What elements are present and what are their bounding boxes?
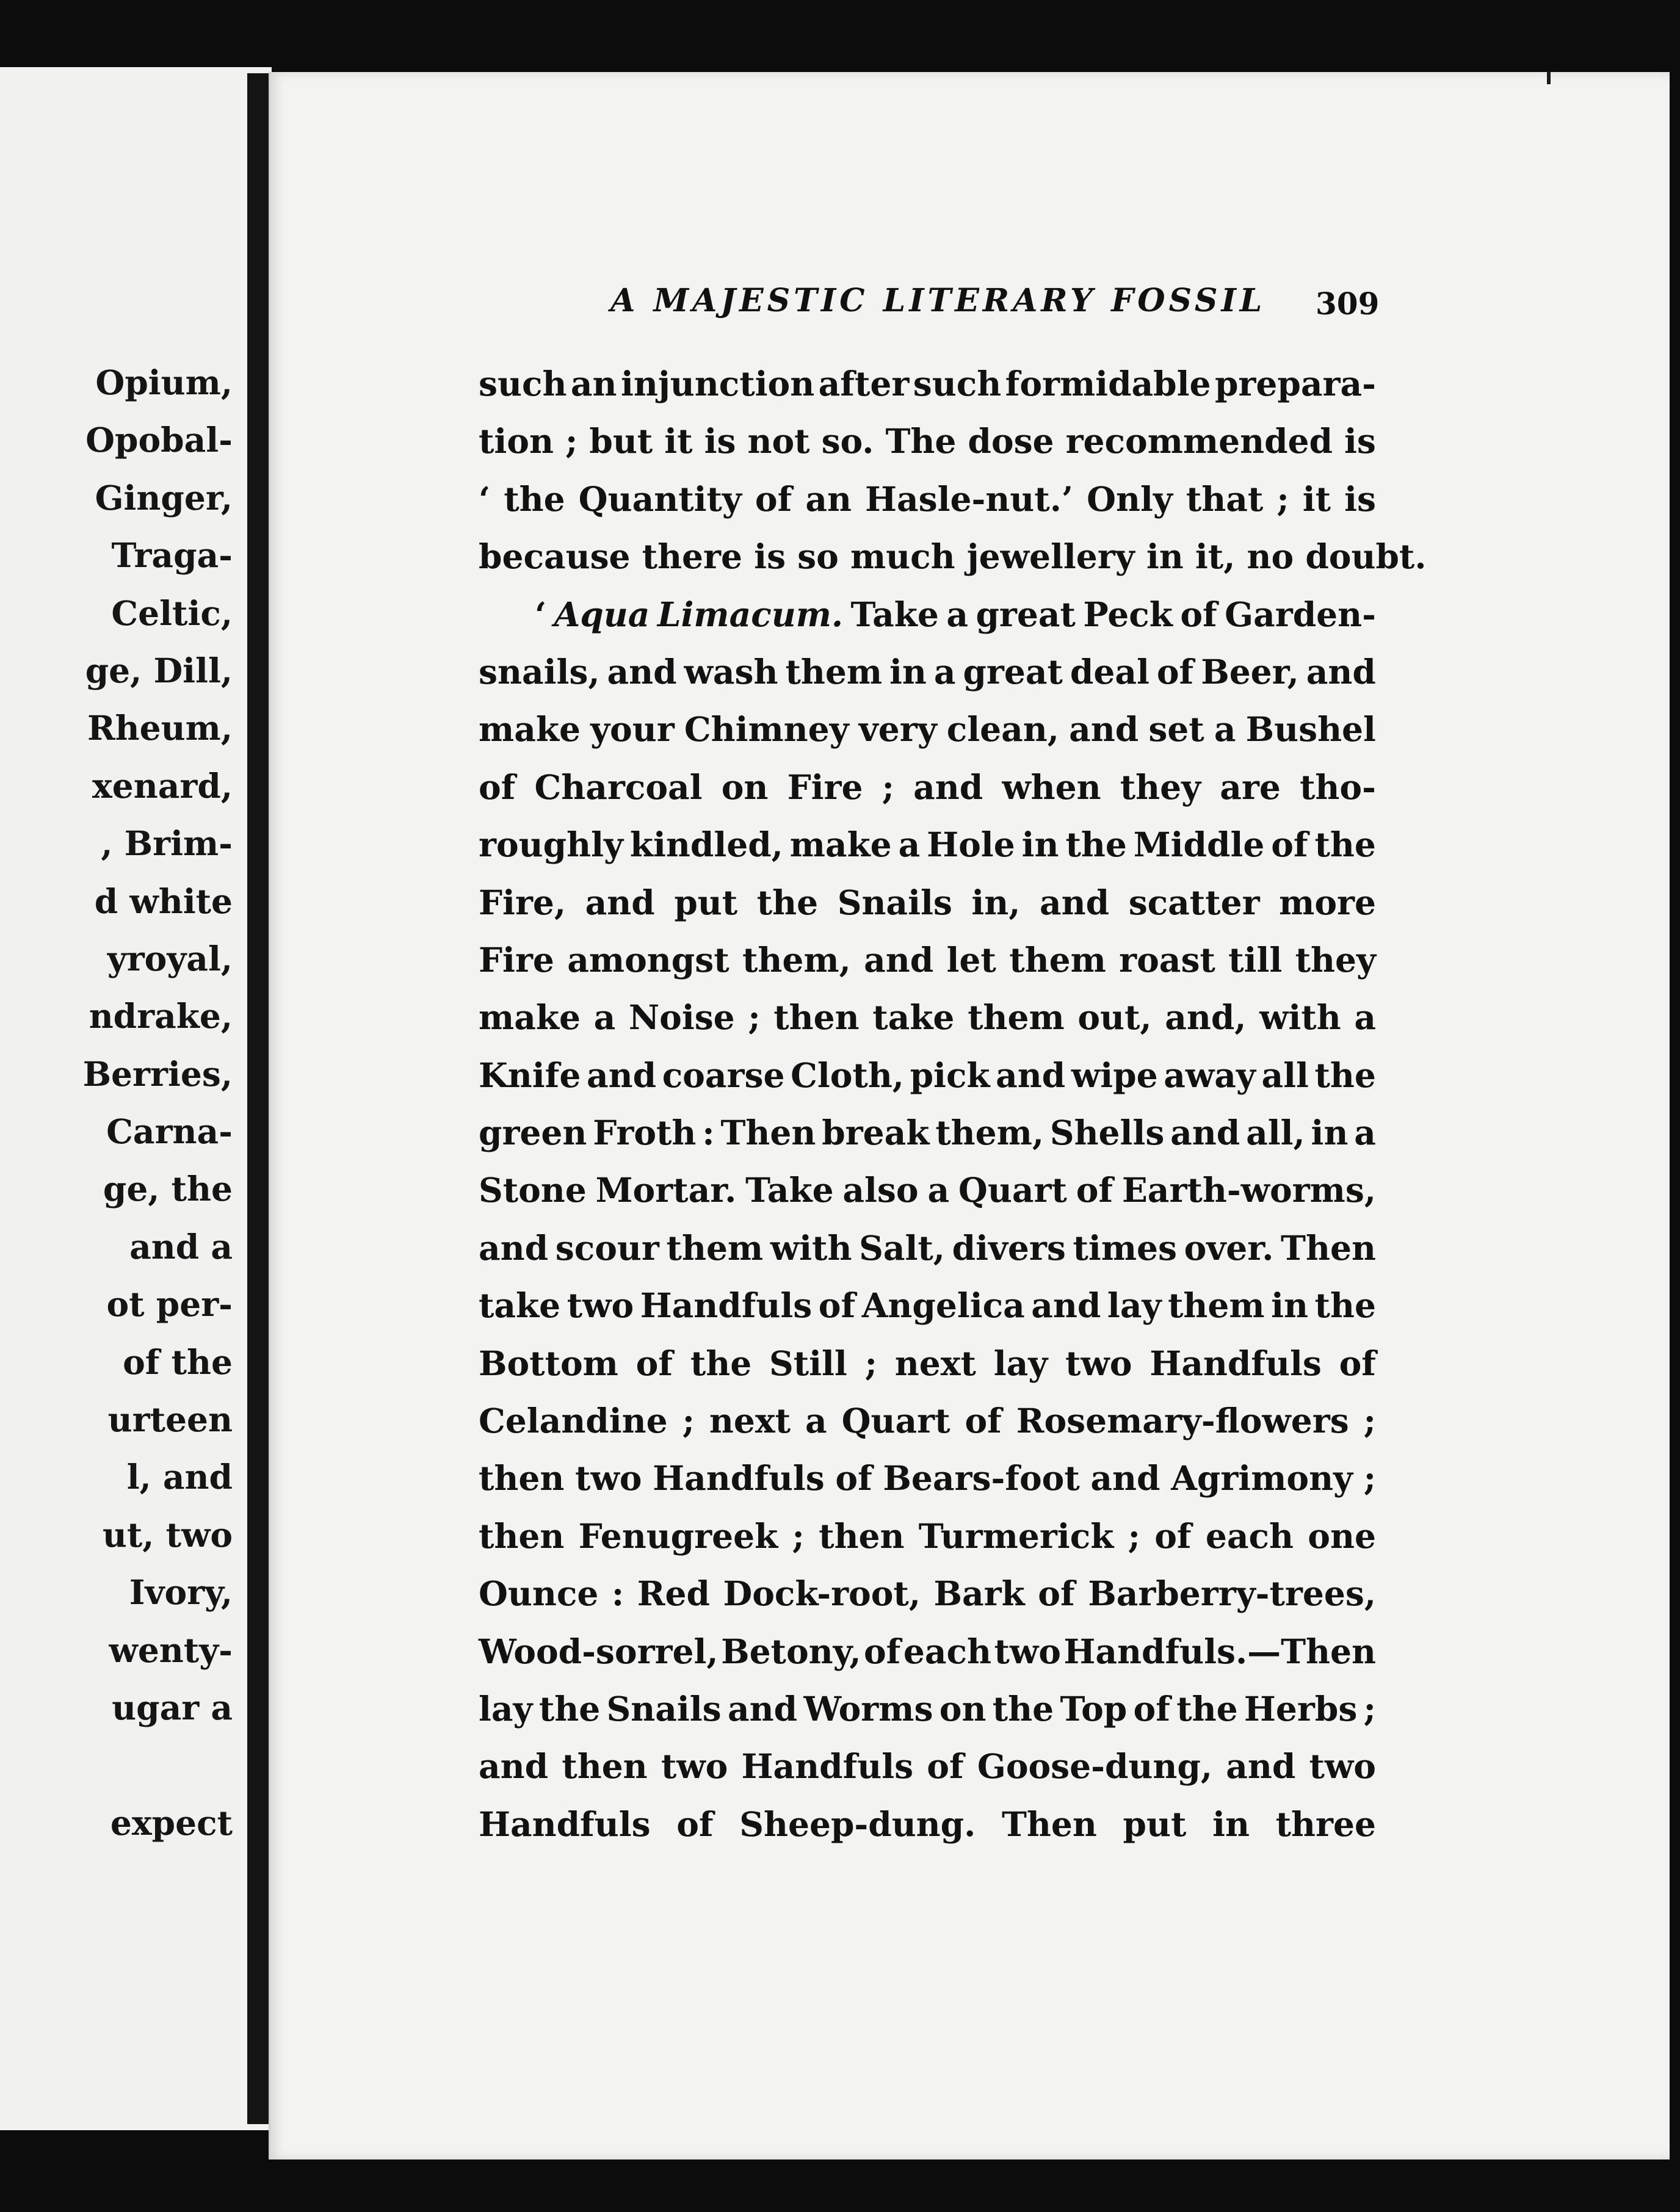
word: next — [709, 1401, 791, 1441]
left-page-line: ndrake, — [89, 996, 233, 1036]
word: such — [913, 364, 1002, 403]
word: ; — [864, 1343, 877, 1383]
word: in — [1271, 1285, 1308, 1326]
word: Chimney — [684, 709, 849, 750]
word: a — [1214, 709, 1236, 750]
word: Red — [637, 1574, 710, 1614]
word: scour — [555, 1227, 659, 1268]
word: put — [1123, 1804, 1187, 1844]
word: when — [1002, 767, 1101, 807]
left-page-line: Opobal- — [85, 420, 233, 460]
word: the — [992, 1688, 1054, 1729]
text-line — [479, 816, 1376, 873]
left-page-line: ot per- — [106, 1284, 233, 1325]
word: and — [1306, 651, 1376, 692]
word: lay — [1107, 1285, 1162, 1326]
word: Limacum. — [657, 594, 844, 634]
word: two — [994, 1631, 1061, 1671]
word: ; — [792, 1516, 805, 1556]
text-line — [479, 701, 1376, 758]
word: the — [504, 479, 565, 519]
word: of — [676, 1804, 714, 1844]
word: Then — [720, 1113, 816, 1153]
word: the — [690, 1343, 752, 1383]
left-page-line: Traga- — [111, 535, 233, 576]
word: and, — [1165, 997, 1247, 1038]
word: Fire — [787, 767, 863, 807]
word: an — [570, 364, 617, 403]
text-line — [479, 989, 1376, 1046]
left-page-line: , Brim- — [101, 823, 233, 864]
word: ; — [748, 997, 761, 1038]
word: and — [1170, 1113, 1240, 1153]
word: it — [664, 421, 693, 461]
word: Hasle-nut.’ — [865, 479, 1073, 519]
running-head: A MAJESTIC LITERARY FOSSIL — [610, 282, 1266, 319]
word: Sheep-dung. — [739, 1804, 976, 1844]
word: take — [872, 997, 955, 1038]
word: away — [1164, 1055, 1256, 1095]
word: of — [479, 767, 516, 807]
word: and — [1090, 1458, 1160, 1498]
word: great — [976, 594, 1076, 634]
word: Hole — [927, 825, 1015, 865]
word: and — [479, 1746, 549, 1787]
word: Handfuls — [640, 1285, 813, 1326]
text-line — [479, 874, 1376, 931]
word: Only — [1087, 479, 1173, 519]
text-line — [479, 1508, 1376, 1565]
word: Earth-worms, — [1121, 1170, 1376, 1210]
word: green — [479, 1113, 587, 1153]
word: Bushel — [1245, 709, 1376, 750]
word: over. — [1184, 1227, 1274, 1268]
word: Snails — [837, 882, 952, 922]
word: ; — [1363, 1401, 1376, 1441]
word: Angelica — [861, 1285, 1025, 1326]
left-page-line: and a — [129, 1226, 233, 1267]
word: Snails — [606, 1688, 722, 1729]
left-page-line: d white — [94, 881, 233, 921]
word: make — [789, 825, 892, 865]
word: Take — [745, 1170, 834, 1210]
scan-edge-mark — [1547, 72, 1551, 84]
word: a — [898, 825, 921, 865]
word: scatter — [1128, 882, 1260, 922]
word: is — [704, 421, 736, 461]
word: : — [702, 1113, 715, 1153]
word: in — [1021, 825, 1059, 865]
word: and — [913, 767, 983, 807]
word: all, — [1246, 1113, 1305, 1153]
word: ‘ — [535, 594, 547, 634]
word: tho- — [1300, 767, 1376, 807]
word: all — [1261, 1055, 1309, 1095]
word: Then — [1281, 1227, 1376, 1268]
word: Shells — [1049, 1113, 1165, 1153]
left-page-line: Carna- — [106, 1111, 233, 1152]
word: after — [818, 364, 910, 403]
word: Fire, — [479, 882, 567, 922]
word: snails, — [479, 651, 600, 692]
word: and — [1040, 882, 1110, 922]
word: let — [946, 939, 996, 980]
word: make — [479, 709, 581, 750]
word: and — [1069, 709, 1139, 750]
left-page-line: of the — [123, 1342, 233, 1382]
word: but — [589, 421, 653, 461]
word: of — [1076, 1170, 1113, 1210]
word: then — [562, 1746, 648, 1787]
word: them — [666, 1227, 764, 1268]
word: that — [1186, 479, 1264, 519]
word: The — [885, 421, 957, 461]
word: Garden- — [1225, 594, 1376, 634]
text-line — [479, 528, 1427, 585]
word: the — [1314, 825, 1376, 865]
left-page-line: Opium, — [95, 363, 233, 402]
word: put — [674, 882, 738, 922]
word: divers — [952, 1227, 1066, 1268]
word: Salt, — [859, 1227, 945, 1268]
word: Fire — [479, 939, 554, 980]
word: so. — [821, 421, 874, 461]
left-page-line: Berries, — [82, 1054, 233, 1094]
word: an — [805, 479, 852, 519]
word: one — [1308, 1516, 1376, 1556]
word: also — [842, 1170, 919, 1210]
text-line — [479, 1392, 1376, 1450]
word: the — [1176, 1688, 1238, 1729]
text-line — [479, 355, 1376, 413]
word: of — [1339, 1343, 1376, 1383]
word: recommended — [1065, 421, 1333, 461]
left-page-line: Ginger, — [95, 477, 233, 518]
word: them, — [935, 1113, 1044, 1153]
word: with — [770, 1227, 852, 1268]
word: and — [1031, 1285, 1101, 1326]
word: Fenugreek — [578, 1516, 778, 1556]
text-line — [479, 643, 1376, 701]
word: are — [1220, 767, 1281, 807]
word: tion — [479, 421, 554, 461]
word: very — [858, 709, 937, 750]
word: Bottom — [479, 1343, 618, 1383]
word: a — [927, 1170, 950, 1210]
word: of — [1133, 1688, 1170, 1729]
text-line — [479, 759, 1376, 816]
word: and — [864, 939, 934, 980]
word: it — [1302, 479, 1331, 519]
word: Handfuls — [653, 1458, 825, 1498]
word: Quart — [958, 1170, 1067, 1210]
word: two — [661, 1746, 728, 1787]
word: a — [593, 997, 616, 1038]
word: of — [818, 1285, 856, 1326]
word: and — [479, 1227, 549, 1268]
word: roast — [1119, 939, 1215, 980]
word: wash — [684, 651, 778, 692]
word: Charcoal — [534, 767, 703, 807]
text-line — [479, 1162, 1376, 1219]
left-page-line: Ivory, — [129, 1572, 233, 1613]
left-page-line: ge, Dill, — [85, 650, 233, 690]
text-line — [479, 1796, 1376, 1853]
word: then — [479, 1458, 565, 1498]
word: Bark — [933, 1574, 1025, 1614]
word: the — [756, 882, 819, 922]
text-line — [479, 1277, 1376, 1334]
word: of — [1038, 1574, 1075, 1614]
word: Handfuls — [1150, 1343, 1322, 1383]
word: a — [946, 594, 968, 634]
word: they — [1120, 767, 1201, 807]
word: Turmerick — [918, 1516, 1114, 1556]
word: more — [1279, 882, 1376, 922]
word: Handfuls.—Then — [1063, 1631, 1376, 1671]
word: of — [863, 1631, 901, 1671]
word: Mortar. — [595, 1170, 737, 1210]
word: : — [611, 1574, 625, 1614]
word: Then — [1001, 1804, 1097, 1844]
text-line — [479, 1738, 1376, 1795]
left-page-line: ugar a — [112, 1687, 233, 1727]
word: a — [933, 651, 956, 692]
word: each — [903, 1631, 991, 1671]
word: kindled, — [629, 825, 783, 865]
text-line — [479, 1680, 1376, 1738]
word: Worms — [803, 1688, 933, 1729]
left-page-text — [83, 354, 233, 1852]
word: a — [1354, 1113, 1376, 1153]
word: break — [822, 1113, 930, 1153]
word: of — [755, 479, 792, 519]
word: Bears-foot — [883, 1458, 1080, 1498]
word: not — [747, 421, 810, 461]
word: with — [1259, 997, 1341, 1038]
left-page-line: expect — [110, 1802, 233, 1843]
word: in — [889, 651, 927, 692]
word: Middle — [1133, 825, 1265, 865]
word: Peck — [1083, 594, 1173, 634]
word: them — [1009, 939, 1106, 980]
left-facing-page — [0, 67, 272, 2130]
word: of — [635, 1343, 673, 1383]
left-page-line: l, and — [126, 1457, 233, 1497]
text-line — [479, 1623, 1376, 1680]
word: each — [1205, 1516, 1294, 1556]
word: wipe — [1071, 1055, 1158, 1095]
text-line — [479, 586, 1376, 643]
word: three — [1275, 1804, 1376, 1844]
word: of — [927, 1746, 964, 1787]
left-page-line — [83, 1737, 233, 1794]
word: Take — [850, 594, 939, 634]
word: in, — [971, 882, 1021, 922]
word: next — [894, 1343, 976, 1383]
text-line — [479, 1335, 1376, 1392]
left-page-line: ge, the — [103, 1169, 233, 1209]
word: Goose-dung, — [977, 1746, 1213, 1787]
word: ; — [1363, 1458, 1376, 1498]
left-page-line: ut, two — [102, 1514, 233, 1555]
word: ‘ — [479, 479, 491, 519]
word: Aqua — [554, 594, 650, 634]
word: Herbs — [1244, 1688, 1358, 1729]
word: dose — [968, 421, 1054, 461]
word: injunction — [620, 364, 815, 403]
word: and — [586, 1055, 657, 1095]
word: Beer, — [1201, 651, 1299, 692]
word: formidable — [1005, 364, 1211, 403]
word: Rosemary-flowers — [1016, 1401, 1349, 1441]
word: Ounce — [479, 1574, 599, 1614]
word: make — [479, 997, 581, 1038]
word: your — [590, 709, 675, 750]
left-page-line: xenard, — [92, 765, 233, 806]
word: Quart — [841, 1401, 950, 1441]
body-text — [479, 355, 1427, 1853]
word: Barberry-trees, — [1088, 1574, 1376, 1614]
word: Handfuls — [479, 1804, 651, 1844]
word: them — [968, 997, 1065, 1038]
word: then — [479, 1516, 565, 1556]
word: Dock-root, — [723, 1574, 921, 1614]
word: Noise — [628, 997, 735, 1038]
word: on — [721, 767, 769, 807]
word: two — [575, 1458, 642, 1498]
text-line — [479, 1220, 1376, 1277]
word: pick — [910, 1055, 990, 1095]
word: them — [1167, 1285, 1265, 1326]
word: ; — [682, 1401, 695, 1441]
text-line — [479, 413, 1376, 470]
word: prepara- — [1214, 364, 1376, 403]
word: Froth — [593, 1113, 697, 1153]
word: Still — [769, 1343, 847, 1383]
line-text: because there is so much jewellery in it, no doubt. — [479, 537, 1427, 577]
word: deal — [1070, 651, 1150, 692]
word: of — [835, 1458, 872, 1498]
word: and — [1226, 1746, 1296, 1787]
word: them — [785, 651, 883, 692]
text-line — [479, 931, 1376, 989]
word: is — [1344, 479, 1376, 519]
left-page-line: Celtic, — [111, 593, 233, 633]
word: of — [1180, 594, 1217, 634]
word: Knife — [479, 1055, 581, 1095]
word: times — [1073, 1227, 1177, 1268]
word: and — [607, 651, 677, 692]
word: of — [1154, 1516, 1192, 1556]
word: on — [939, 1688, 987, 1729]
word: Celandine — [479, 1401, 668, 1441]
text-line — [479, 1565, 1376, 1622]
word: take — [479, 1285, 561, 1326]
word: clean, — [946, 709, 1059, 750]
word: and — [727, 1688, 798, 1729]
text-line — [479, 1450, 1376, 1507]
word: roughly — [479, 825, 623, 865]
word: they — [1295, 939, 1376, 980]
word: and — [585, 882, 655, 922]
word: the — [1314, 1055, 1376, 1095]
word: then — [819, 1516, 905, 1556]
word: two — [567, 1285, 634, 1326]
left-page-line: Rheum, — [87, 708, 233, 748]
text-line — [479, 1047, 1376, 1104]
word: lay — [993, 1343, 1048, 1383]
word: of — [1156, 651, 1194, 692]
word: till — [1228, 939, 1283, 980]
word: set — [1148, 709, 1204, 750]
word: the — [1314, 1285, 1376, 1326]
word: lay — [479, 1688, 533, 1729]
word: Quantity — [578, 479, 742, 519]
word: is — [1344, 421, 1376, 461]
text-line — [479, 471, 1376, 528]
word: Betony, — [721, 1631, 861, 1671]
word: the — [1065, 825, 1127, 865]
word: ; — [1363, 1688, 1376, 1729]
word: Wood-sorrel, — [479, 1631, 719, 1671]
word: amongst — [567, 939, 730, 980]
word: ; — [1276, 479, 1289, 519]
word: in — [1212, 1804, 1250, 1844]
word: then — [773, 997, 860, 1038]
left-page-line: urteen — [107, 1400, 233, 1440]
word: Stone — [479, 1170, 587, 1210]
word: Cloth, — [791, 1055, 904, 1095]
word: of — [1271, 825, 1308, 865]
word: them, — [742, 939, 851, 980]
word: great — [963, 651, 1063, 692]
word: out, — [1077, 997, 1152, 1038]
word: two — [1065, 1343, 1132, 1383]
left-page-line: wenty- — [109, 1630, 233, 1670]
word: a — [805, 1401, 827, 1441]
word: ; — [1128, 1516, 1140, 1556]
word: Top — [1060, 1688, 1128, 1729]
word: ; — [882, 767, 894, 807]
word: coarse — [662, 1055, 785, 1095]
text-line — [479, 1104, 1376, 1162]
word: and — [996, 1055, 1066, 1095]
word: a — [1354, 997, 1376, 1038]
word: Agrimony — [1171, 1458, 1353, 1498]
page-number: 309 — [1316, 286, 1380, 322]
word: such — [479, 364, 567, 403]
word: the — [538, 1688, 601, 1729]
word: two — [1309, 1746, 1376, 1787]
left-page-line: yroyal, — [107, 938, 233, 978]
word: of — [965, 1401, 1002, 1441]
word: ; — [565, 421, 578, 461]
word: Handfuls — [741, 1746, 914, 1787]
word: in — [1311, 1113, 1349, 1153]
